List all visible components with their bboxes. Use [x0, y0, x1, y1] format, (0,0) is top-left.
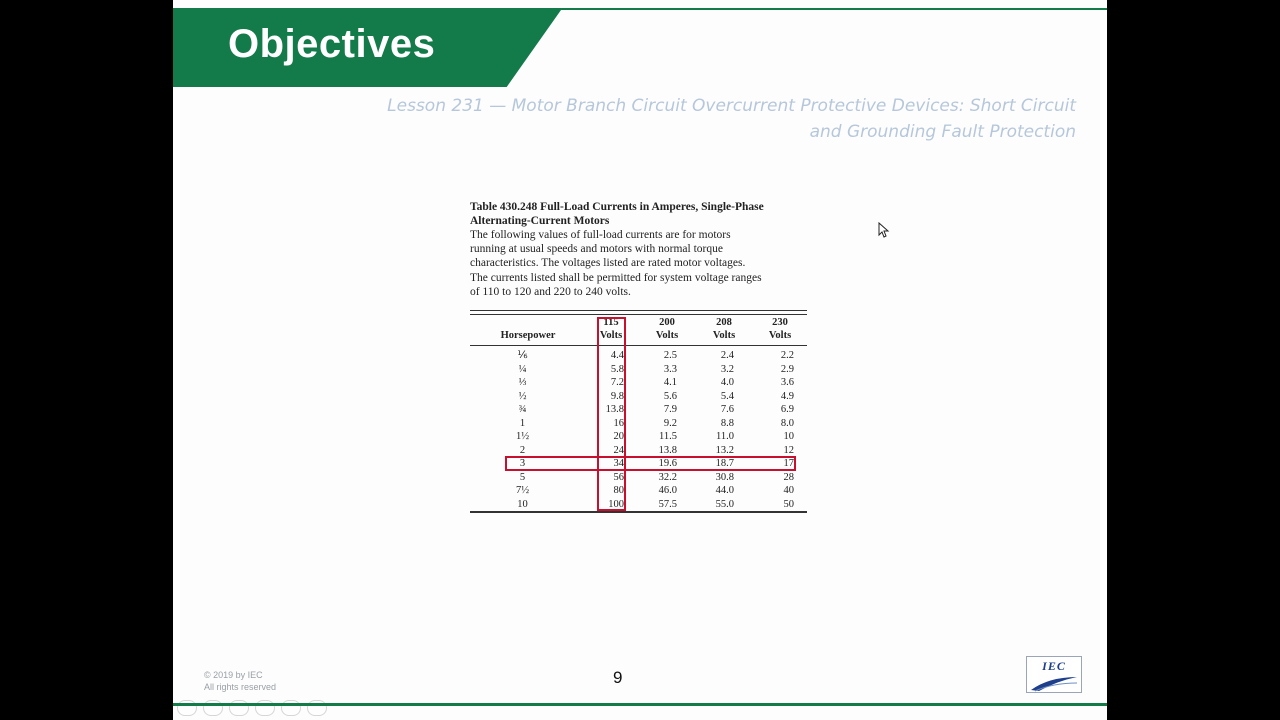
table-header: [470, 316, 807, 344]
description-line: The currents listed shall be permitted for system voltage ranges: [470, 271, 762, 284]
logo-text: IEC: [1042, 659, 1066, 673]
table-row: ⅓ 7.2 4.1 4.0 3.6: [518, 377, 794, 388]
table-row: 2 24 13.8 13.2 12: [519, 444, 794, 456]
table-caption: [470, 200, 807, 228]
table-row: 10 100 57.5 55.0 50: [517, 498, 794, 510]
slide: [173, 0, 1107, 720]
lesson-subtitle: [356, 93, 1076, 145]
table-row: 1 16 9.2 8.8 8.0: [519, 417, 794, 429]
header-horsepower: Horsepower: [500, 330, 556, 341]
highlight-115v-column: [597, 317, 626, 511]
table-header-rule: [470, 345, 807, 346]
copyright-line-1: © 2019 by IEC: [204, 670, 263, 680]
subtitle-line-1: Lesson 231 — Motor Branch Circuit Overcurrent Protective Devices: Short Circuit: [387, 96, 1076, 116]
table-row: ⅙ 4.4 2.5 2.4 2.2: [517, 350, 794, 361]
table-body: [470, 349, 807, 511]
table-row: ¾ 13.8 7.9 7.6 6.9: [518, 404, 794, 415]
description-line: The following values of full-load currents are for motors: [470, 229, 731, 241]
caption-line-2: Alternating-Current Motors: [470, 215, 610, 227]
table-row: ½ 9.8 5.6 5.4 4.9: [518, 390, 794, 402]
mouse-pointer-icon: [878, 222, 890, 238]
nec-table: [470, 200, 807, 510]
copyright-line-2: All rights reserved: [204, 682, 277, 692]
slide-title: Objectives: [228, 22, 436, 66]
table-top-rule: [470, 310, 807, 315]
subtitle-line-2: and Grounding Fault Protection: [809, 122, 1076, 142]
description-line: of 110 to 120 and 220 to 240 volts.: [470, 285, 631, 298]
header-208-volts: 208 Volts: [712, 317, 736, 341]
bottom-rule: [173, 703, 1107, 706]
table-bottom-rule: [470, 511, 807, 513]
header-115-volts: 115 Volts: [599, 317, 623, 341]
logo-swoosh-icon: [1027, 671, 1081, 693]
table-row: ¼ 5.8 3.3 3.2 2.9: [518, 363, 794, 375]
table-description: [470, 228, 807, 299]
table-row: 1½ 20 11.5 11.0 10: [515, 431, 794, 442]
table-row: 5 56 32.2 30.8 28: [519, 471, 794, 483]
highlight-3hp-row: [505, 456, 796, 471]
page-number: 9: [613, 668, 623, 687]
top-rule: [173, 8, 1107, 10]
table-row: 7½ 80 46.0 44.0 40: [515, 485, 794, 496]
description-line: characteristics. The voltages listed are rated motor voltages.: [470, 257, 746, 270]
header-230-volts: 230 Volts: [768, 317, 792, 341]
iec-logo: [1026, 656, 1082, 693]
caption-line-1: Table 430.248 Full-Load Currents in Amperes, Single-Phase: [470, 201, 764, 213]
table-row-highlighted: 3 34 19.6 18.7 17: [519, 458, 794, 469]
header-200-volts: 200 Volts: [655, 317, 679, 341]
description-line: running at usual speeds and motors with normal torque: [470, 243, 723, 256]
copyright: [204, 669, 276, 693]
